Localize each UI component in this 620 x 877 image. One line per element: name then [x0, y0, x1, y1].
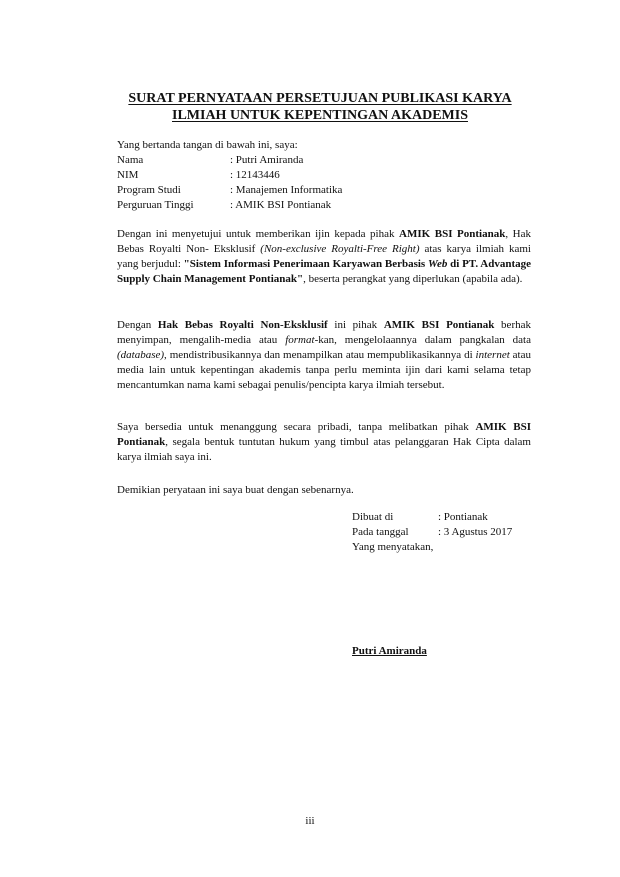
signer-name: Putri Amiranda: [352, 645, 427, 657]
para2-italic: format: [285, 334, 315, 346]
identity-value: : Manajemen Informatika: [230, 184, 343, 196]
identity-label: Nama: [117, 154, 144, 166]
paragraph-closing: Demikian peryataan ini saya buat dengan sebenarnya.: [117, 484, 354, 496]
para1-italic: (Non-exclusive Royalti-Free Right): [260, 243, 420, 255]
para2-text: berhak menyimpan, mengalih-media atau: [117, 319, 531, 346]
para3-institution: AMIK BSI Pontianak: [117, 421, 532, 448]
identity-value: : Putri Amiranda: [230, 154, 304, 166]
paragraph-agreement: [117, 227, 531, 287]
para1-thesis-title-italic: Web: [427, 258, 448, 270]
para1-thesis-title: di PT. Advantage Supply Chain Management Pontianak": [117, 258, 531, 285]
para1-text: , beserta perangkat yang diperlukan (apabila ada).: [303, 273, 523, 285]
signature-place-value: : Pontianak: [438, 511, 488, 523]
para1-text: atas karya ilmiah kami yang berjudul:: [117, 243, 531, 270]
para2-rights: Hak Bebas Royalti Non-Eksklusif: [157, 319, 328, 331]
para2-text: Dengan: [117, 319, 158, 331]
identity-value: : 12143446: [230, 169, 280, 181]
para1-text: Dengan ini menyetujui untuk memberikan ijin kepada pihak: [117, 228, 400, 240]
para3-text: Saya bersedia untuk menanggung secara pribadi, tanpa melibatkan pihak: [117, 421, 476, 433]
signature-place-label: Dibuat di: [352, 511, 394, 523]
para3-text: , segala bentuk tuntutan hukum yang timbul atas pelanggaran Hak Cipta dalam karya ilmiah saya ini.: [117, 436, 531, 463]
page-number: iii: [305, 815, 315, 827]
para2-text: ini pihak: [327, 319, 384, 331]
para2-text: atau media lain untuk kepentingan akademis tanpa perlu meminta ijin dari kami selama tetap mencantumkan nama kami sebagai penulis/pencipta karya ilmiah tersebut.: [117, 349, 531, 391]
document-title: [100, 90, 540, 124]
para2-italic: internet: [475, 349, 510, 361]
para1-institution: AMIK BSI Pontianak: [399, 228, 506, 240]
title-line-1: SURAT PERNYATAAN PERSETUJUAN PUBLIKASI KARYA: [128, 91, 512, 106]
para2-text: -kan, mengelolaannya dalam pangkalan data: [314, 334, 531, 346]
identity-row-program: [117, 183, 531, 198]
identity-row-name: [117, 153, 531, 168]
signature-statement: Yang menyatakan,: [352, 541, 434, 553]
identity-label: Perguruan Tinggi: [117, 199, 194, 211]
identity-section: [117, 138, 531, 213]
para1-thesis-title: "Sistem Informasi Penerimaan Karyawan Berbasis: [183, 258, 428, 270]
paragraph-rights: [117, 318, 531, 393]
identity-label: Program Studi: [117, 184, 181, 196]
title-line-2: ILMIAH UNTUK KEPENTINGAN AKADEMIS: [172, 108, 468, 123]
identity-label: NIM: [117, 169, 139, 181]
para2-text: , mendistribusikannya dan menampilkan atau mempublikasikannya di: [164, 349, 476, 361]
signature-date-row: [352, 525, 552, 540]
identity-value: : AMIK BSI Pontianak: [230, 199, 332, 211]
signature-date-label: Pada tanggal: [352, 526, 409, 538]
signature-place-row: [352, 510, 552, 525]
para2-institution: AMIK BSI Pontianak: [383, 319, 495, 331]
signature-date-value: : 3 Agustus 2017: [438, 526, 513, 538]
identity-row-institution: [117, 198, 531, 213]
intro-text: Yang bertanda tangan di bawah ini, saya:: [117, 139, 298, 151]
paragraph-liability: [117, 420, 531, 465]
identity-row-nim: [117, 168, 531, 183]
para2-italic: (database): [117, 349, 165, 361]
para1-text: , Hak Bebas Royalti Non- Eksklusif: [117, 228, 531, 255]
signature-block: [352, 510, 552, 555]
